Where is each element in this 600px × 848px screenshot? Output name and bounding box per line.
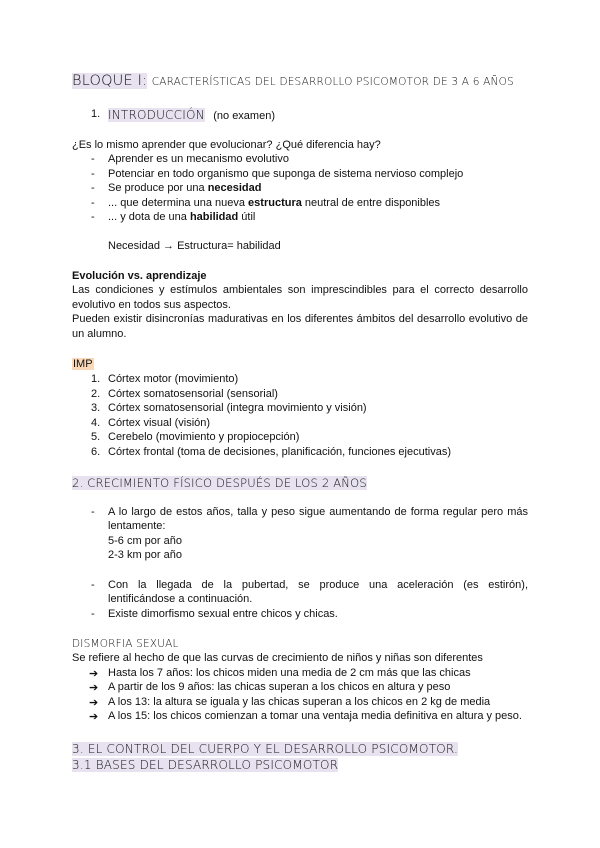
list-item: Cerebelo (movimiento y propiocepción) — [108, 431, 300, 443]
dash-bullet: - — [91, 608, 95, 620]
bullet-item: Se produce por una necesidad — [108, 182, 262, 194]
bloque-title: CARACTERÍSTICAS DEL DESARROLLO PSICOMOTOR DE 3 A 6 AÑOS — [151, 76, 514, 88]
evolucion-p1a: Las condiciones y estímulos ambientales son imprescindibles para el correcto desarrollo — [72, 284, 528, 296]
dismorfia-item: A los 13: la altura se iguala y las chicas superan a los chicos en 2 kg de media — [108, 696, 491, 708]
section3-subheading — [72, 756, 338, 774]
dismorfia-item: A partir de los 9 años: las chicas superan a los chicos en altura y peso — [108, 681, 451, 693]
list-item: Córtex visual (visión) — [108, 417, 211, 429]
bullet-item: Aprender es un mecanismo evolutivo — [108, 153, 289, 165]
dismorfia-item: A los 15: los chicos comienzan a tomar una ventaja media definitiva en altura y peso. — [108, 710, 522, 722]
section2-b3: Existe dimorfismo sexual entre chicos y chicas. — [108, 608, 338, 620]
list-item: Córtex motor (movimiento) — [108, 373, 239, 385]
list-number: 1. — [91, 373, 101, 385]
dash-bullet: - — [91, 153, 95, 165]
dismorfia-intro: Se refiere al hecho de que las curvas de crecimiento de niños y niñas son diferentes — [72, 652, 483, 664]
intro-number: 1. — [91, 108, 101, 120]
section2-b1b: lentamente: — [108, 520, 166, 532]
section2-title: 2. CRECIMIENTO FÍSICO DESPUÉS DE LOS 2 AÑOS — [72, 476, 367, 490]
intro-heading — [108, 106, 275, 124]
intro-note: (no examen) — [213, 110, 275, 122]
evolucion-heading: Evolución vs. aprendizaje — [72, 270, 207, 282]
dash-bullet: - — [91, 579, 95, 591]
dash-bullet: - — [91, 506, 95, 518]
evolucion-p2b: un alumno. — [72, 328, 127, 340]
intro-title: INTRODUCCIÓN — [108, 108, 205, 122]
section2-heading — [72, 474, 367, 492]
bullet-item: ... y dota de una habilidad útil — [108, 211, 256, 223]
dash-bullet: - — [91, 182, 95, 194]
section2-b1c: 5-6 cm por año — [108, 535, 182, 547]
bullet-item: ... que determina una nueva estructura neutral de entre disponibles — [108, 197, 441, 209]
arrow-icon: ➔ — [89, 668, 99, 680]
section2-b2a: Con la llegada de la pubertad, se produce una aceleración (es estirón), — [108, 579, 528, 591]
list-item: Córtex somatosensorial (sensorial) — [108, 388, 278, 400]
bloque-label: BLOQUE I: — [72, 73, 148, 89]
arrow-icon: ➔ — [89, 682, 99, 694]
section3-title: 3. EL CONTROL DEL CUERPO Y EL DESARROLLO PSICOMOTOR. — [72, 742, 458, 756]
dash-bullet: - — [91, 211, 95, 223]
imp-label: IMP — [73, 358, 93, 370]
section2-b2b: lentificándose a continuación. — [108, 593, 253, 605]
section2-b1d: 2-3 km por año — [108, 549, 182, 561]
list-item: Córtex somatosensorial (integra movimiento y visión) — [108, 402, 367, 414]
evolucion-p2a: Pueden existir disincronías madurativas en los diferentes ámbitos del desarrollo evolutivo de — [72, 313, 528, 325]
section2-b1a: A lo largo de estos años, talla y peso sigue aumentando de forma regular pero más — [108, 506, 528, 518]
dash-bullet: - — [91, 197, 95, 209]
list-number: 5. — [91, 431, 101, 443]
dismorfia-heading: DISMORFIA SEXUAL — [72, 638, 179, 650]
question-line: ¿Es lo mismo aprender que evolucionar? ¿Qué diferencia hay? — [72, 139, 381, 151]
dash-bullet: - — [91, 168, 95, 180]
list-number: 4. — [91, 417, 101, 429]
list-number: 2. — [91, 388, 101, 400]
bullet-item: Potenciar en todo organismo que suponga de sistema nervioso complejo — [108, 168, 464, 180]
list-number: 6. — [91, 446, 101, 458]
list-item: Córtex frontal (toma de decisiones, planificación, funciones ejecutivas) — [108, 446, 452, 458]
arrow-icon: ➔ — [89, 711, 99, 723]
arrow-icon: ➔ — [89, 697, 99, 709]
section3-subtitle: 3.1 BASES DEL DESARROLLO PSICOMOTOR — [72, 758, 339, 772]
dismorfia-item: Hasta los 7 años: los chicos miden una media de 2 cm más que las chicas — [108, 667, 471, 679]
bloque-heading — [72, 72, 514, 90]
evolucion-p1b: evolutivo en todos sus aspectos. — [72, 299, 231, 311]
list-number: 3. — [91, 402, 101, 414]
formula-line: Necesidad → Estructura= habilidad — [108, 240, 281, 252]
